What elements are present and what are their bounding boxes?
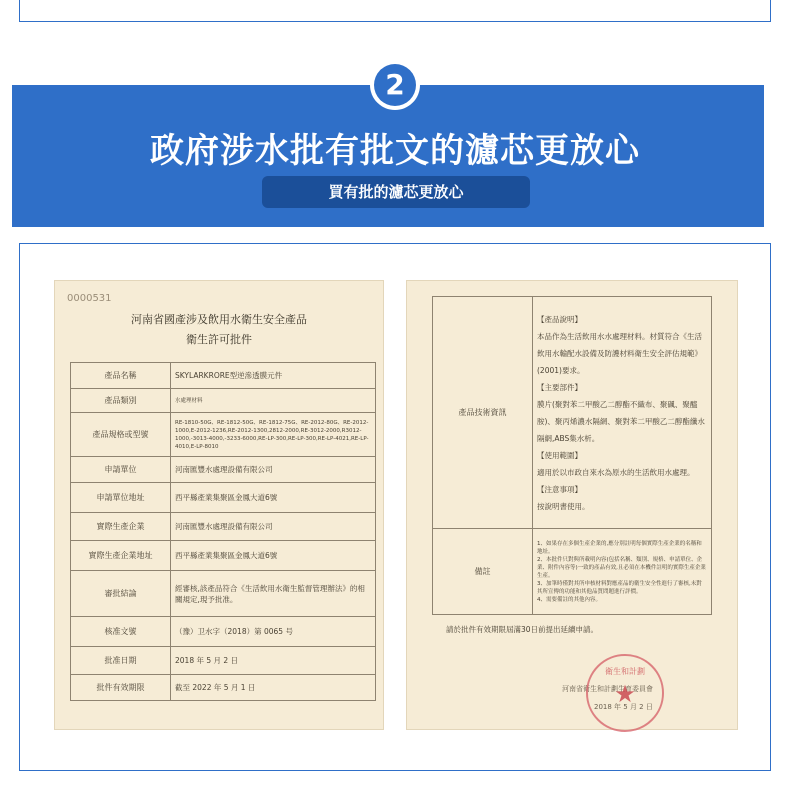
table-row — [71, 457, 376, 483]
step-number: 2 — [374, 64, 416, 106]
row-label: 申請單位 — [71, 457, 171, 483]
step-badge — [370, 60, 420, 110]
row-value: 水處理材料 — [171, 389, 376, 413]
section-heading: 【產品說明】 — [537, 314, 582, 324]
row-label: 批准日期 — [71, 647, 171, 675]
tech-info-content — [533, 297, 712, 529]
row-label: 產品類別 — [71, 389, 171, 413]
table-row — [71, 647, 376, 675]
official-seal — [586, 654, 664, 732]
row-label: 產品名稱 — [71, 363, 171, 389]
section-heading: 【注意事項】 — [537, 484, 582, 494]
row-value: 西平縣產業集聚區金鳳大道6號 — [171, 541, 376, 571]
section-body: 適用於以市政自來水為原水的生活飲用水處理。 — [537, 467, 695, 477]
table-row — [71, 413, 376, 457]
row-value: SKYLARKRORE型逆滲透膜元件 — [171, 363, 376, 389]
license-table — [70, 362, 376, 701]
row-value: 河南匯豐水處理設備有限公司 — [171, 513, 376, 541]
top-frame — [19, 0, 771, 22]
row-label: 實際生產企業地址 — [71, 541, 171, 571]
table-row — [71, 389, 376, 413]
table-row — [71, 483, 376, 513]
renewal-note: 請於批件有效期限屆滿30日前提出延續申請。 — [446, 625, 599, 634]
notes-content — [533, 529, 712, 615]
note-item: 2、本批件只對與所載明內容(包括名稱、類別、規格、申請單位、企業、附件內容等)一致的產品有效,且必須在本機件註明的實際生產企業生產。 — [537, 556, 706, 579]
serial-number: 0000531 — [67, 293, 112, 304]
row-label: 批件有效期限 — [71, 675, 171, 701]
row-value: （豫）卫水字（2018）第 0065 号 — [171, 617, 376, 647]
row-value: 2018 年 5 月 2 日 — [171, 647, 376, 675]
seal-text: 衛生和計劃 — [605, 667, 645, 676]
row-value: RE-1810-50G、RE-1812-50G、RE-1812-75G、RE-2012-80G、RE-2012-1000,E-2012-1236,RE-2012-1300,2812-2000,RE-3012-2000,R3012-1000,-3013-4000,-3233-6000,RE-LP-300,RE-LP-300,RE-LP-4021,RE-LP-4010,E-LP-8010 — [171, 413, 376, 457]
row-label: 申請單位地址 — [71, 483, 171, 513]
star-icon: ★ — [614, 680, 636, 708]
table-row — [433, 297, 712, 529]
note-item: 4、需要備註的其他內容。 — [537, 596, 602, 603]
row-value: 經審核,該產品符合《生活飲用水衛生監督管理辦法》的相關規定,現予批准。 — [171, 571, 376, 617]
table-row — [71, 571, 376, 617]
tech-info-label: 產品技術資訊 — [433, 297, 533, 529]
table-row — [71, 617, 376, 647]
issuer-name: 河南省衛生和計劃生育委員會 — [562, 685, 653, 693]
tech-info-table — [432, 296, 712, 615]
row-label: 產品規格或型號 — [71, 413, 171, 457]
banner-subtitle: 買有批的濾芯更放心 — [262, 176, 530, 208]
row-label: 實際生產企業 — [71, 513, 171, 541]
section-body: 本品作為生活飲用水水處理材料。材質符合《生活飲用水輸配水設備及防護材料衛生安全評估規範》(2001)要求。 — [537, 331, 702, 375]
note-item: 1、如果存在多個生產企業的,應分別註明每個實際生產企業的名稱和地址。 — [537, 540, 702, 555]
section-heading: 【主要部件】 — [537, 382, 582, 392]
row-label: 核准文號 — [71, 617, 171, 647]
doc-title-line2: 衛生許可批件 — [186, 333, 252, 346]
section-body: 按說明書使用。 — [537, 501, 590, 511]
row-value: 河南匯豐水處理設備有限公司 — [171, 457, 376, 483]
table-row — [433, 529, 712, 615]
table-row — [71, 513, 376, 541]
section-heading: 【使用範圍】 — [537, 450, 582, 460]
section-body: 膜片(聚對苯二甲酸乙二醇酯不織布、聚碸、聚醯胺)、聚丙烯濃水隔網、聚對苯二甲酸乙二醇酯纖水隔網,ABS集水析。 — [537, 399, 705, 443]
banner-title: 政府涉水批有批文的濾芯更放心 — [150, 131, 640, 171]
row-value: 截至 2022 年 5 月 1 日 — [171, 675, 376, 701]
note-item: 3、加筆時僅對其所申核材料對應產品的衛生安全性進行了審核,未對其所宣傳的功能和其他品質問題進行評價。 — [537, 580, 702, 595]
issue-date: 2018 年 5 月 2 日 — [594, 703, 653, 711]
table-row — [71, 363, 376, 389]
row-value: 西平縣產業集聚區金鳳大道6號 — [171, 483, 376, 513]
doc-title-line1: 河南省國產涉及飲用水衛生安全產品 — [131, 313, 307, 326]
notes-label: 備註 — [433, 529, 533, 615]
table-row — [71, 541, 376, 571]
row-label: 審批結論 — [71, 571, 171, 617]
table-row — [71, 675, 376, 701]
